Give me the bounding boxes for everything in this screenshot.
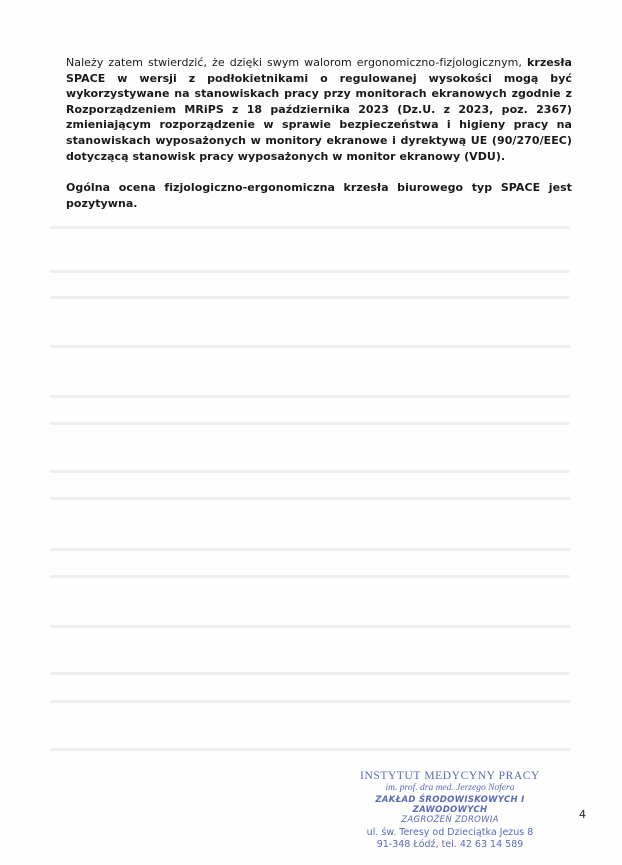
conclusion-bold-text: krzesła SPACE w wersji z podłokietnikami o regulowanej wysokości mogą być wykorzystywane na stanowiskach pracy przy monitorach ekranowych zgodnie z Rozporządzeniem MRiPS z 18 października 2023 (Dz.U. z 2023, poz. 2367) zmieniającym rozporządzenie w sprawie bezpieczeństwa i higieny pracy na stanowiskach wyposażonych w monitory ekranowe i dyrektywą UE (90/270/EEC) dotyczącą stanowisk pracy wyposażonych w monitor ekranowy (VDU). [66,56,572,163]
bleed-through-line [50,422,570,425]
conclusion-paragraph [66,55,572,164]
bleed-through-line [50,395,570,398]
stamp-line-2: im. prof. dra med. Jerzego Nofera [385,783,515,793]
bleed-through-line [50,497,570,500]
bleed-through-line [50,625,570,628]
bleed-through-line [50,548,570,551]
conclusion-text: Należy zatem stwierdzić, że dzięki swym walorom ergonomiczno-fizjologicznym, [66,56,527,69]
bleed-through-line [50,575,570,578]
bleed-through-line [50,470,570,473]
bleed-through-line [50,270,570,273]
stamp-line-6: 91-348 Łódź, tel. 42 63 14 589 [376,839,524,850]
bleed-through-line [50,748,570,751]
stamp-line-3: ZAKŁAD ŚRODOWISKOWYCH I ZAWODOWYCH [375,795,525,815]
bleed-through-line [50,296,570,299]
document-body [66,55,572,211]
stamp-line-5: ul. św. Teresy od Dzieciątka Jezus 8 [366,827,534,838]
bleed-through-line [50,672,570,675]
stamp-line-1: INSTYTUT MEDYCYNY PRACY [360,770,540,782]
overall-assessment-text: Ogólna ocena fizjologiczno-ergonomiczna krzesła biurowego typ SPACE jest pozytywna. [66,181,572,210]
page-number: 4 [579,808,586,821]
bleed-through-line [50,226,570,229]
overall-assessment [66,180,572,211]
institute-stamp [360,770,540,850]
bleed-through-line [50,700,570,703]
stamp-line-4: ZAGROŻEŃ ZDROWIA [401,815,499,825]
bleed-through-line [50,345,570,348]
